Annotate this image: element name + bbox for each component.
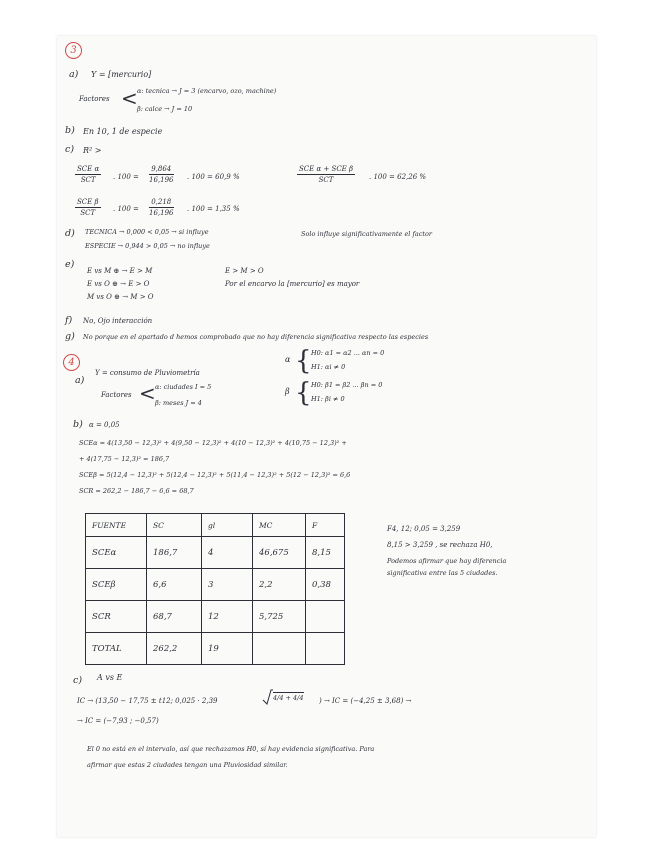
p4-b-sce-alpha-line1: SCEα = 4(13,50 − 12,3)² + 4(9,50 − 12,3)² + 4(10 − 12,3)² + 4(10,75 − 12,3)² +	[79, 439, 347, 447]
p4-hyp-alpha-brace: {	[295, 346, 312, 376]
p3-b-answer: En 10, 1 de especie	[83, 127, 163, 136]
table-cell: 68,7	[147, 601, 202, 633]
p4-c-ic-result: → IC = (−7,93 ; −0,57)	[77, 717, 159, 725]
table-cell: 8,15	[306, 537, 345, 569]
p4-a-factors-label: Factores	[101, 391, 132, 399]
table-cell: 2,2	[253, 569, 306, 601]
problem-4-number-text: 4	[68, 357, 75, 368]
anova-header-gl: gl	[202, 514, 253, 537]
p3-g-answer: No porque en el apartado d hemos comprobado que no hay diferencia significativa respecto las especies	[83, 333, 429, 341]
p4-b-label: b)	[73, 419, 83, 430]
p4-b-conclusion-2: significativa entre las 5 ciudades.	[387, 569, 498, 577]
table-cell: 5,725	[253, 601, 306, 633]
table-cell: 186,7	[147, 537, 202, 569]
p4-hyp-beta-brace: {	[295, 378, 312, 408]
p3-d-line2: ESPECIE → 0,944 > 0,05 → no influye	[85, 242, 210, 250]
p4-c-ic-part2: ) → IC = (−4,25 ± 3,68) →	[319, 697, 412, 705]
p4-c-ic-sqrt: 4/4 + 4/4	[273, 694, 304, 702]
table-cell: 0,38	[306, 569, 345, 601]
p4-b-sce-beta: SCEβ = 5(12,4 − 12,3)² + 5(12,4 − 12,3)² + 5(11,4 − 12,3)² + 5(12 − 12,3)² = 6,6	[79, 471, 351, 479]
table-cell: 4	[202, 537, 253, 569]
p4-b-sce-alpha-line2: + 4(17,75 − 12,3)² = 186,7	[79, 455, 170, 463]
p3-c-ratio1-result: . 100 = 60,9 %	[187, 173, 240, 181]
p3-c-ratio3-den: SCT	[80, 209, 96, 217]
p4-c-title: A vs E	[97, 673, 123, 682]
p3-a-label: a)	[69, 69, 79, 80]
p4-c-conclusion-1: El 0 no está en el intervalo, así que rechazamos H0, sí hay evidencia significativa. Para	[87, 745, 375, 753]
anova-header-sc: SC	[147, 514, 202, 537]
p3-d-label: d)	[65, 228, 75, 239]
table-cell: SCEβ	[86, 569, 147, 601]
p3-e-label: e)	[65, 259, 75, 270]
p4-c-label: c)	[73, 675, 83, 686]
p3-e-order: E > M > O	[225, 267, 264, 275]
notebook-page	[57, 36, 596, 837]
table-cell: SCR	[86, 601, 147, 633]
problem-3-number-text: 3	[70, 45, 77, 56]
p3-d-line1: TECNICA → 0,000 < 0,05 → si influye	[85, 228, 209, 236]
p4-hyp-beta-h0: H0: β1 = β2 ... βn = 0	[311, 381, 383, 389]
p4-b-scr: SCR = 262,2 − 186,7 − 6,6 = 68,7	[79, 487, 194, 495]
p3-f-label: f)	[65, 315, 73, 326]
table-cell: 46,675	[253, 537, 306, 569]
p3-a-factor-beta: β: calce → J = 10	[137, 105, 193, 113]
p4-hyp-alpha-symbol: α	[285, 355, 291, 364]
p3-c-ratio3-vnum: 0,218	[149, 198, 174, 208]
p3-c-text: R² >	[83, 146, 102, 155]
p3-c-ratio3-num: SCE β	[77, 198, 99, 206]
p3-e-note: Por el encarvo la [mercurio] es mayor	[225, 280, 360, 288]
p3-e-line1: E vs M ⊕ → E > M	[87, 267, 153, 275]
table-cell: 6,6	[147, 569, 202, 601]
sqrt-radical-mark	[57, 36, 596, 837]
table-cell: 3	[202, 569, 253, 601]
p4-c-ic-part1: IC → (13,50 − 17,75 ± t12; 0,025 · 2,39	[77, 697, 218, 705]
p4-hyp-beta-symbol: β	[285, 387, 290, 396]
p3-c-ratio3-result: . 100 = 1,35 %	[187, 205, 240, 213]
p3-c-ratio1-vden: 16,196	[149, 176, 174, 184]
p3-a-factors-brace: <	[121, 86, 138, 110]
p4-a-factor-alpha: α: ciudades I = 5	[155, 383, 212, 391]
p3-c-ratio1-num: SCE α	[77, 165, 100, 173]
p3-c-ratio1-mid: . 100 =	[113, 173, 139, 181]
table-cell: SCEα	[86, 537, 147, 569]
p4-b-decision: 8,15 > 3,259 , se rechaza H0,	[387, 541, 493, 549]
p4-b-conclusion-1: Podemos afirmar que hay diferencia	[387, 557, 507, 565]
p4-a-label: a)	[75, 375, 85, 386]
p3-c-ratio1-den: SCT	[80, 176, 96, 184]
p3-b-label: b)	[65, 125, 75, 136]
p4-b-alpha: α = 0,05	[89, 421, 120, 429]
p3-a-factor-alpha: α: tecnica → J = 3 (encarvo, ozo, machine)	[137, 87, 277, 95]
p3-f-answer: No, Ojo interacción	[83, 317, 153, 325]
p3-d-note: Solo influye significativamente el factor	[301, 230, 432, 238]
p4-hyp-beta-h1: H1: βi ≠ 0	[311, 395, 345, 403]
anova-header-mc: MC	[253, 514, 306, 537]
table-cell: 262,2	[147, 633, 202, 665]
p3-c-ratio3-vden: 16,196	[149, 209, 174, 217]
table-cell: TOTAL	[86, 633, 147, 665]
p4-a-factors-brace: <	[139, 381, 156, 405]
p4-hyp-alpha-h0: H0: α1 = α2 ... αn = 0	[311, 349, 385, 357]
table-cell: 19	[202, 633, 253, 665]
p3-c-ratio3-mid: . 100 =	[113, 205, 139, 213]
p4-c-conclusion-2: afirmar que estas 2 ciudades tengan una Pluviosidad similar.	[87, 761, 288, 769]
p3-c-ratio2-num: SCE α + SCE β	[299, 165, 354, 173]
p3-a-response-variable: Y = [mercurio]	[91, 70, 152, 79]
p3-e-line2: E vs O ⊕ → E > O	[87, 280, 150, 288]
p3-e-line3: M vs O ⊕ → M > O	[87, 293, 154, 301]
table-cell: 12	[202, 601, 253, 633]
p3-c-ratio2-den: SCT	[318, 176, 334, 184]
anova-header-f: F	[306, 514, 345, 537]
p4-a-response-variable: Y = consumo de Pluviometría	[95, 369, 200, 377]
p4-hyp-alpha-h1: H1: αi ≠ 0	[311, 363, 346, 371]
p3-a-factors-label: Factores	[79, 95, 110, 103]
p3-g-label: g)	[65, 331, 75, 342]
p4-b-critical-value: F4, 12; 0,05 = 3,259	[387, 525, 461, 533]
p3-c-ratio2-result: . 100 = 62,26 %	[369, 173, 427, 181]
p3-c-label: c)	[65, 144, 75, 155]
p4-a-factor-beta: β: meses J = 4	[155, 399, 202, 407]
anova-header-fuente: FUENTE	[86, 514, 147, 537]
p3-c-ratio1-vnum: 9,864	[149, 165, 174, 175]
